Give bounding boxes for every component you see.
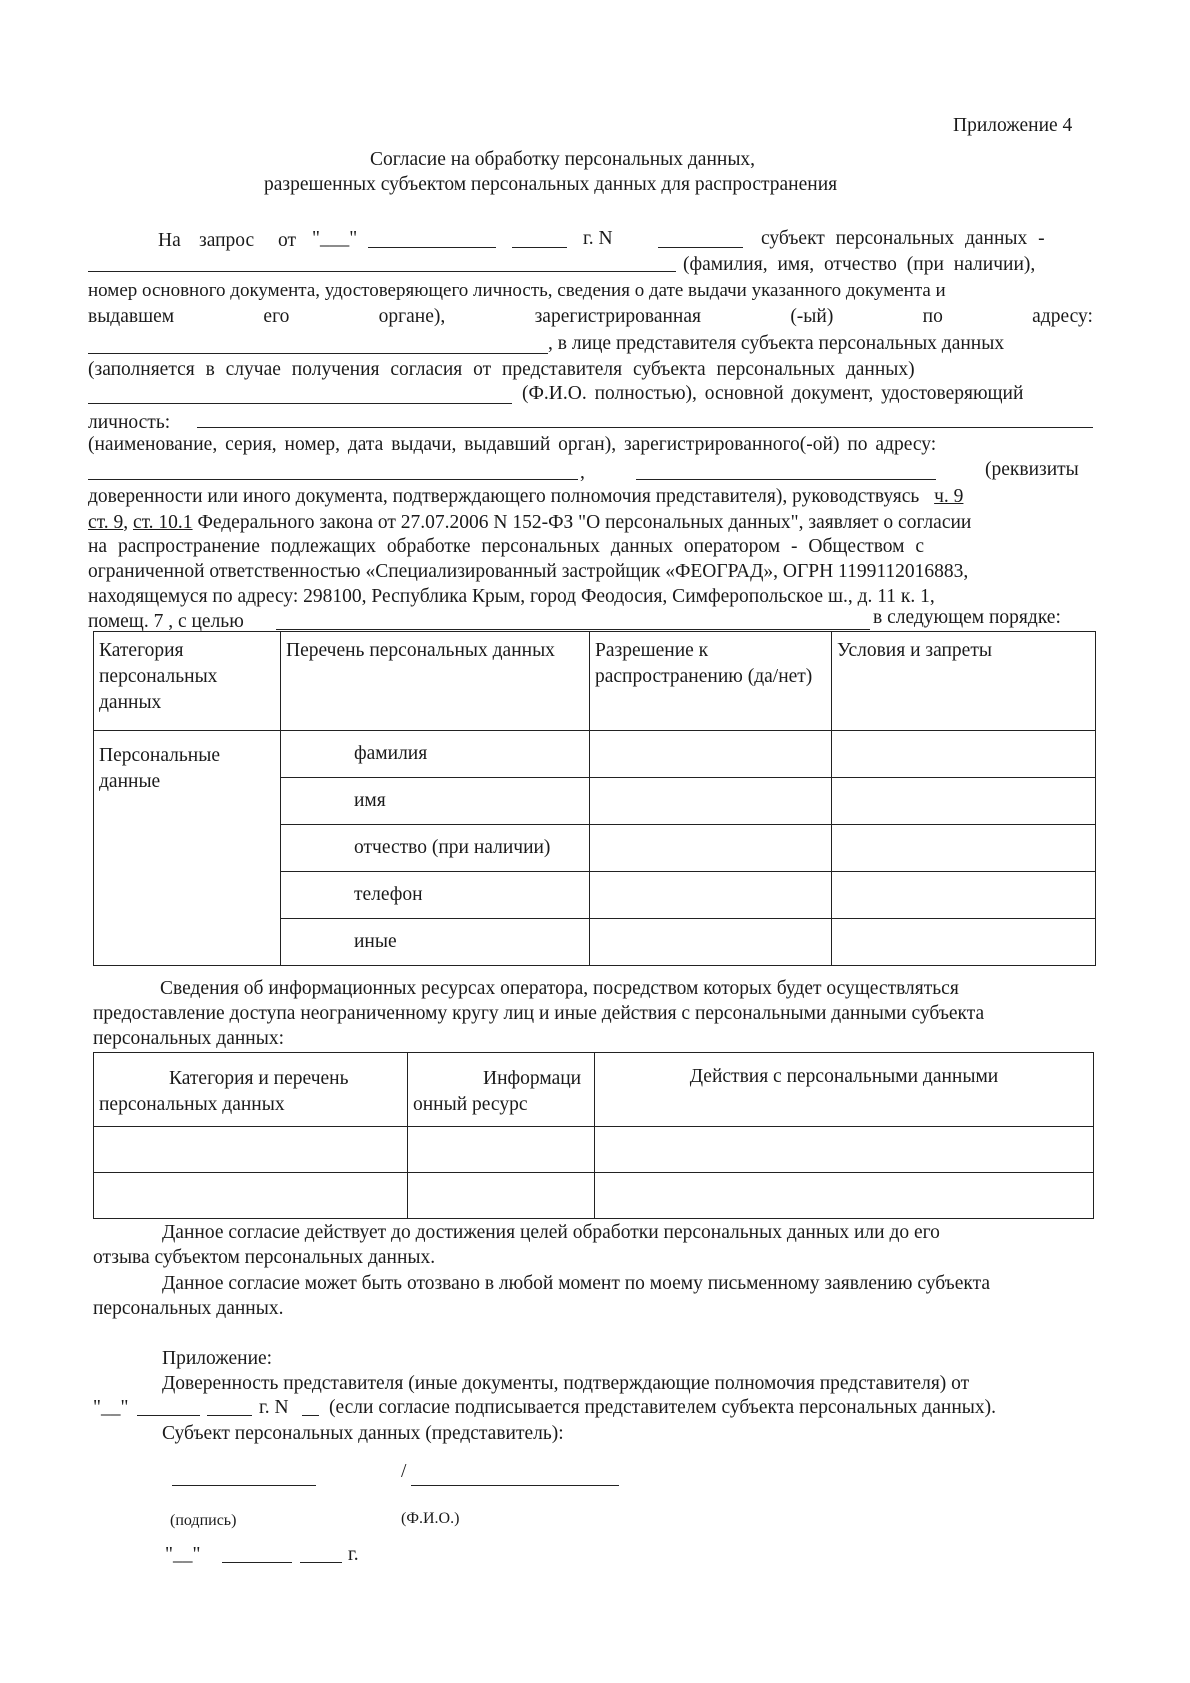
signature-caption: (подпись): [170, 1512, 237, 1529]
law-link-art-10-1[interactable]: ст. 10.1: [132, 512, 193, 533]
table-row: [94, 731, 1096, 778]
representative-fio-caption: (Ф.И.О. полностью), основной документ, удостоверяющий: [522, 383, 1024, 404]
signature-month-blank[interactable]: [222, 1562, 292, 1563]
request-number-blank[interactable]: [658, 247, 743, 248]
item-surname: фамилия: [281, 731, 590, 778]
word: зарегистрированная: [534, 306, 701, 327]
conditions-cell[interactable]: [832, 731, 1096, 778]
closing-line-1: Данное согласие действует до достижения целей обработки персональных данных или до его: [162, 1222, 940, 1243]
word: адресу:: [1032, 306, 1093, 327]
actions-cell[interactable]: [595, 1127, 1094, 1173]
item-name: имя: [281, 778, 590, 825]
word: органе),: [378, 306, 446, 327]
category-cell[interactable]: [94, 1173, 408, 1219]
line-12-text: Федерального закона от 27.07.2006 N 152-ФЗ "О персональных данных", заявляет о согласии: [197, 512, 972, 533]
signature-year-label: г.: [348, 1544, 359, 1565]
header-category-list: Категория и перечень персональных данных: [94, 1053, 408, 1127]
address-blank[interactable]: [88, 353, 548, 354]
request-year-blank[interactable]: [512, 247, 567, 248]
rep-address-blank[interactable]: [88, 479, 578, 480]
requisites-label: (реквизиты: [985, 459, 1079, 480]
attachment-month-blank[interactable]: [137, 1415, 200, 1416]
law-link-part-9[interactable]: ч. 9: [934, 486, 964, 507]
separator: ,: [123, 512, 129, 533]
category-cell[interactable]: [94, 1127, 408, 1173]
rep-address-blank-2[interactable]: [636, 479, 936, 480]
signature-date-quote: "__": [165, 1544, 201, 1565]
fio-caption: (фамилия, имя, отчество (при наличии),: [683, 254, 1036, 275]
attachment-year-blank[interactable]: [207, 1415, 252, 1416]
category-personal-data: Персональные данные: [94, 731, 281, 966]
table-header-row: [94, 632, 1096, 731]
word: выдавшем: [88, 306, 175, 327]
signature-slash: /: [401, 1461, 407, 1482]
title-line-1: Согласие на обработку персональных данных,: [370, 149, 756, 170]
consent-table: [93, 631, 1096, 966]
document-line-6: (заполняется в случае получения согласия от представителя субъекта персональных данных): [88, 359, 915, 380]
conditions-cell[interactable]: [832, 825, 1096, 872]
request-word-ot: от: [278, 230, 297, 251]
permission-cell[interactable]: [590, 778, 832, 825]
closing-line-4: персональных данных.: [93, 1298, 284, 1319]
comma: ,: [580, 462, 585, 483]
document-line-15: находящемуся по адресу: 298100, Республика Крым, город Феодосия, Симферопольское ш., д. 11 к. 1,: [88, 586, 935, 607]
header-actions: Действия с персональными данными: [595, 1053, 1094, 1127]
attachment-number-label: г. N: [259, 1397, 289, 1418]
table-row: [94, 1173, 1094, 1219]
document-line-3: номер основного документа, удостоверяющего личность, сведения о дате выдачи указанного документа и: [88, 280, 946, 301]
subject-label: субъект персональных данных -: [761, 228, 1045, 249]
request-word-zapros: запрос: [199, 230, 255, 251]
line-11-text: доверенности или иного документа, подтверждающего полномочия представителя), руководствуясь: [88, 486, 920, 507]
document-line-13: на распространение подлежащих обработке персональных данных оператором - Обществом с: [88, 536, 925, 557]
header-info-resource: Информационный ресурс: [408, 1053, 595, 1127]
fio-caption-bottom: (Ф.И.О.): [401, 1510, 460, 1527]
permission-cell[interactable]: [590, 919, 832, 966]
info-line-1: Сведения об информационных ресурсах оператора, посредством которых будет осуществляться: [160, 978, 959, 999]
attachment-number-blank[interactable]: [302, 1415, 319, 1416]
document-line-9: (наименование, серия, номер, дата выдачи, выдавший орган), зарегистрированного(-ой) по адресу:: [88, 434, 937, 455]
closing-line-2: отзыва субъектом персональных данных.: [93, 1247, 436, 1268]
table-row: [94, 1127, 1094, 1173]
word: по: [922, 306, 943, 327]
purpose-label: помещ. 7 , с целью: [88, 611, 244, 632]
request-word-na: На: [158, 230, 181, 251]
conditions-cell[interactable]: [832, 919, 1096, 966]
item-other: иные: [281, 919, 590, 966]
subject-representative-label: Субъект персональных данных (представитель):: [162, 1423, 564, 1444]
permission-cell[interactable]: [590, 825, 832, 872]
header-list: Перечень персональных данных: [281, 632, 590, 731]
document-line-4: [88, 307, 1093, 327]
resource-cell[interactable]: [408, 1127, 595, 1173]
item-patronymic: отчество (при наличии): [281, 825, 590, 872]
law-link-art-9[interactable]: ст. 9: [88, 512, 124, 533]
attachment-date-quote: "__": [93, 1397, 129, 1418]
permission-cell[interactable]: [590, 872, 832, 919]
actions-cell[interactable]: [595, 1173, 1094, 1219]
document-line-11: [88, 487, 963, 507]
resource-cell[interactable]: [408, 1173, 595, 1219]
attachment-line-1: Доверенность представителя (иные документы, подтверждающие полномочия представителя) от: [162, 1373, 970, 1394]
representative-text: , в лице представителя субъекта персональных данных: [548, 333, 1005, 354]
identity-blank[interactable]: [197, 427, 1093, 428]
appendix-label: Приложение 4: [953, 115, 1073, 136]
subject-fio-blank[interactable]: [88, 271, 676, 272]
document-line-12: [88, 513, 971, 533]
representative-fio-blank[interactable]: [88, 403, 512, 404]
request-month-blank[interactable]: [368, 247, 496, 248]
header-conditions: Условия и запреты: [832, 632, 1096, 731]
header-category: Категория персональных данных: [94, 632, 281, 731]
request-number-label: г. N: [583, 228, 613, 249]
request-date-quote: "___": [312, 228, 358, 249]
resources-table: [93, 1052, 1094, 1219]
signature-fio-blank[interactable]: [411, 1485, 619, 1486]
attachment-line-2-tail: (если согласие подписывается представителем субъекта персональных данных).: [329, 1397, 996, 1418]
closing-line-3: Данное согласие может быть отозвано в любой момент по моему письменному заявлению субъекта: [162, 1273, 991, 1294]
order-label: в следующем порядке:: [873, 607, 1061, 628]
header-permission: Разрешение к распространению (да/нет): [590, 632, 832, 731]
signature-year-blank[interactable]: [300, 1562, 342, 1563]
conditions-cell[interactable]: [832, 872, 1096, 919]
permission-cell[interactable]: [590, 731, 832, 778]
signature-blank[interactable]: [172, 1485, 316, 1486]
purpose-blank[interactable]: [276, 629, 870, 630]
word: его: [263, 306, 290, 327]
conditions-cell[interactable]: [832, 778, 1096, 825]
word: (-ый): [790, 306, 834, 327]
identity-label: личность:: [88, 412, 171, 433]
attachment-label: Приложение:: [162, 1348, 273, 1369]
info-line-3: персональных данных:: [93, 1028, 285, 1049]
info-line-2: предоставление доступа неограниченному кругу лиц и иные действия с персональными данными субъекта: [93, 1003, 985, 1024]
title-line-2: разрешенных субъектом персональных данных для распространения: [264, 174, 838, 195]
document-line-14: ограниченной ответственностью «Специализированный застройщик «ФЕОГРАД», ОГРН 1199112016883,: [88, 561, 969, 582]
table-header-row: [94, 1053, 1094, 1127]
item-phone: телефон: [281, 872, 590, 919]
